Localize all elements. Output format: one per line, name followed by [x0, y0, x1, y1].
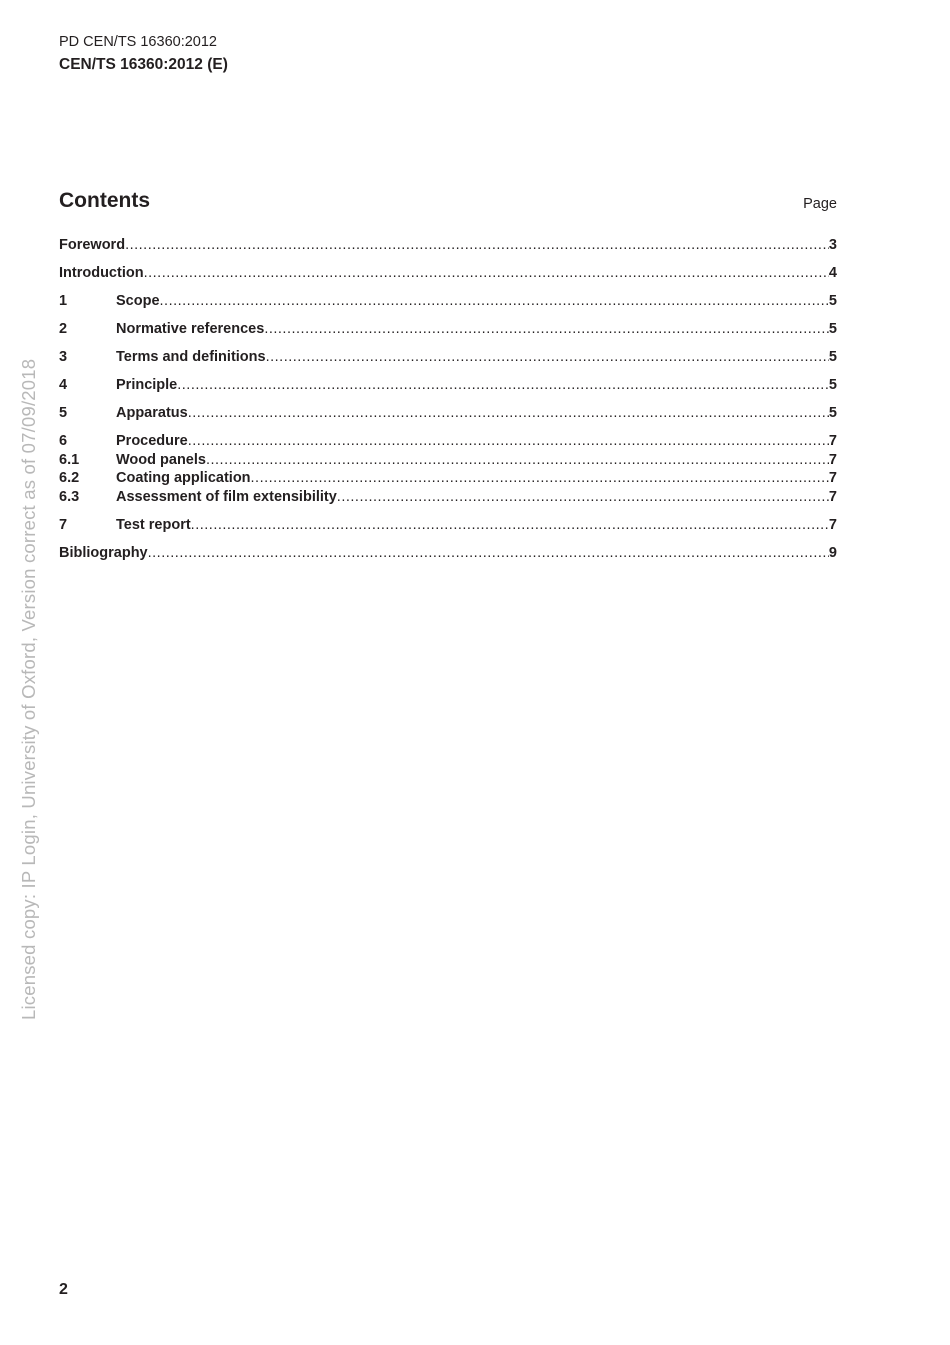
toc-page: 5	[828, 321, 837, 337]
toc-page: 9	[828, 544, 837, 561]
toc-number: 6	[59, 433, 68, 449]
toc-leader	[148, 544, 829, 563]
toc-leader	[177, 376, 829, 395]
toc-entry-principle[interactable]	[59, 376, 837, 395]
page-title: Contents	[59, 189, 150, 212]
toc-title: Apparatus	[116, 405, 188, 421]
toc-title: Wood panels	[116, 451, 206, 468]
toc-number: 1	[59, 293, 68, 309]
toc-number: 6.3	[59, 488, 80, 505]
license-watermark: Licensed copy: IP Login, University of Oxford, Version correct as of 07/09/2018	[18, 358, 39, 1020]
toc-entry-bibliography[interactable]	[59, 544, 837, 563]
toc-title: Normative references	[116, 321, 265, 337]
toc-page: 7	[828, 470, 837, 486]
standard-id: CEN/TS 16360:2012 (E)	[59, 56, 228, 73]
toc-number: 6.1	[59, 451, 80, 468]
toc-entry-test-report[interactable]	[59, 516, 837, 535]
toc-entry-wood-panels[interactable]	[59, 451, 837, 470]
toc-page: 7	[828, 433, 837, 449]
toc-title: Procedure	[116, 433, 188, 449]
toc-entry-apparatus[interactable]	[59, 404, 837, 423]
toc-leader	[191, 516, 829, 535]
page-column-label: Page	[803, 196, 837, 212]
toc-entry-foreword[interactable]	[59, 236, 837, 255]
toc-page: 5	[828, 405, 837, 421]
table-of-contents	[59, 236, 837, 562]
toc-leader	[144, 264, 829, 283]
toc-page: 5	[828, 377, 837, 393]
toc-entry-coating-application[interactable]	[59, 469, 837, 488]
toc-page: 7	[828, 488, 837, 505]
toc-title: Scope	[116, 293, 160, 309]
toc-page: 7	[828, 516, 837, 533]
toc-leader	[264, 320, 829, 339]
toc-number: 4	[59, 377, 68, 393]
toc-entry-assessment-of-film-extensibility[interactable]	[59, 488, 837, 507]
toc-leader	[206, 451, 829, 470]
toc-title: Coating application	[116, 470, 251, 486]
toc-leader	[251, 469, 829, 488]
toc-number: 2	[59, 321, 68, 337]
toc-number: 6.2	[59, 470, 80, 486]
toc-page: 5	[828, 349, 837, 365]
toc-entry-scope[interactable]	[59, 292, 837, 311]
toc-page: 3	[828, 237, 837, 253]
toc-entry-terms-and-definitions[interactable]	[59, 348, 837, 367]
toc-title: Foreword	[59, 237, 126, 253]
toc-number: 3	[59, 349, 68, 365]
toc-leader	[125, 236, 829, 255]
document-id: PD CEN/TS 16360:2012	[59, 34, 217, 50]
toc-title: Terms and definitions	[116, 349, 266, 365]
toc-title: Assessment of film extensibility	[116, 488, 337, 505]
toc-leader	[160, 292, 829, 311]
toc-leader	[188, 404, 829, 423]
toc-entry-introduction[interactable]	[59, 264, 837, 283]
toc-number: 7	[59, 516, 68, 533]
toc-leader	[266, 348, 829, 367]
toc-entry-procedure[interactable]	[59, 432, 837, 451]
toc-title: Test report	[116, 516, 191, 533]
toc-title: Introduction	[59, 265, 144, 281]
toc-leader	[188, 432, 829, 451]
toc-leader	[337, 488, 829, 507]
toc-title: Principle	[116, 377, 178, 393]
page-number: 2	[59, 1281, 68, 1298]
toc-entry-normative-references[interactable]	[59, 320, 837, 339]
toc-page: 7	[828, 451, 837, 468]
toc-page: 5	[828, 293, 837, 309]
toc-title: Bibliography	[59, 544, 148, 561]
toc-page: 4	[828, 265, 837, 281]
toc-number: 5	[59, 405, 68, 421]
